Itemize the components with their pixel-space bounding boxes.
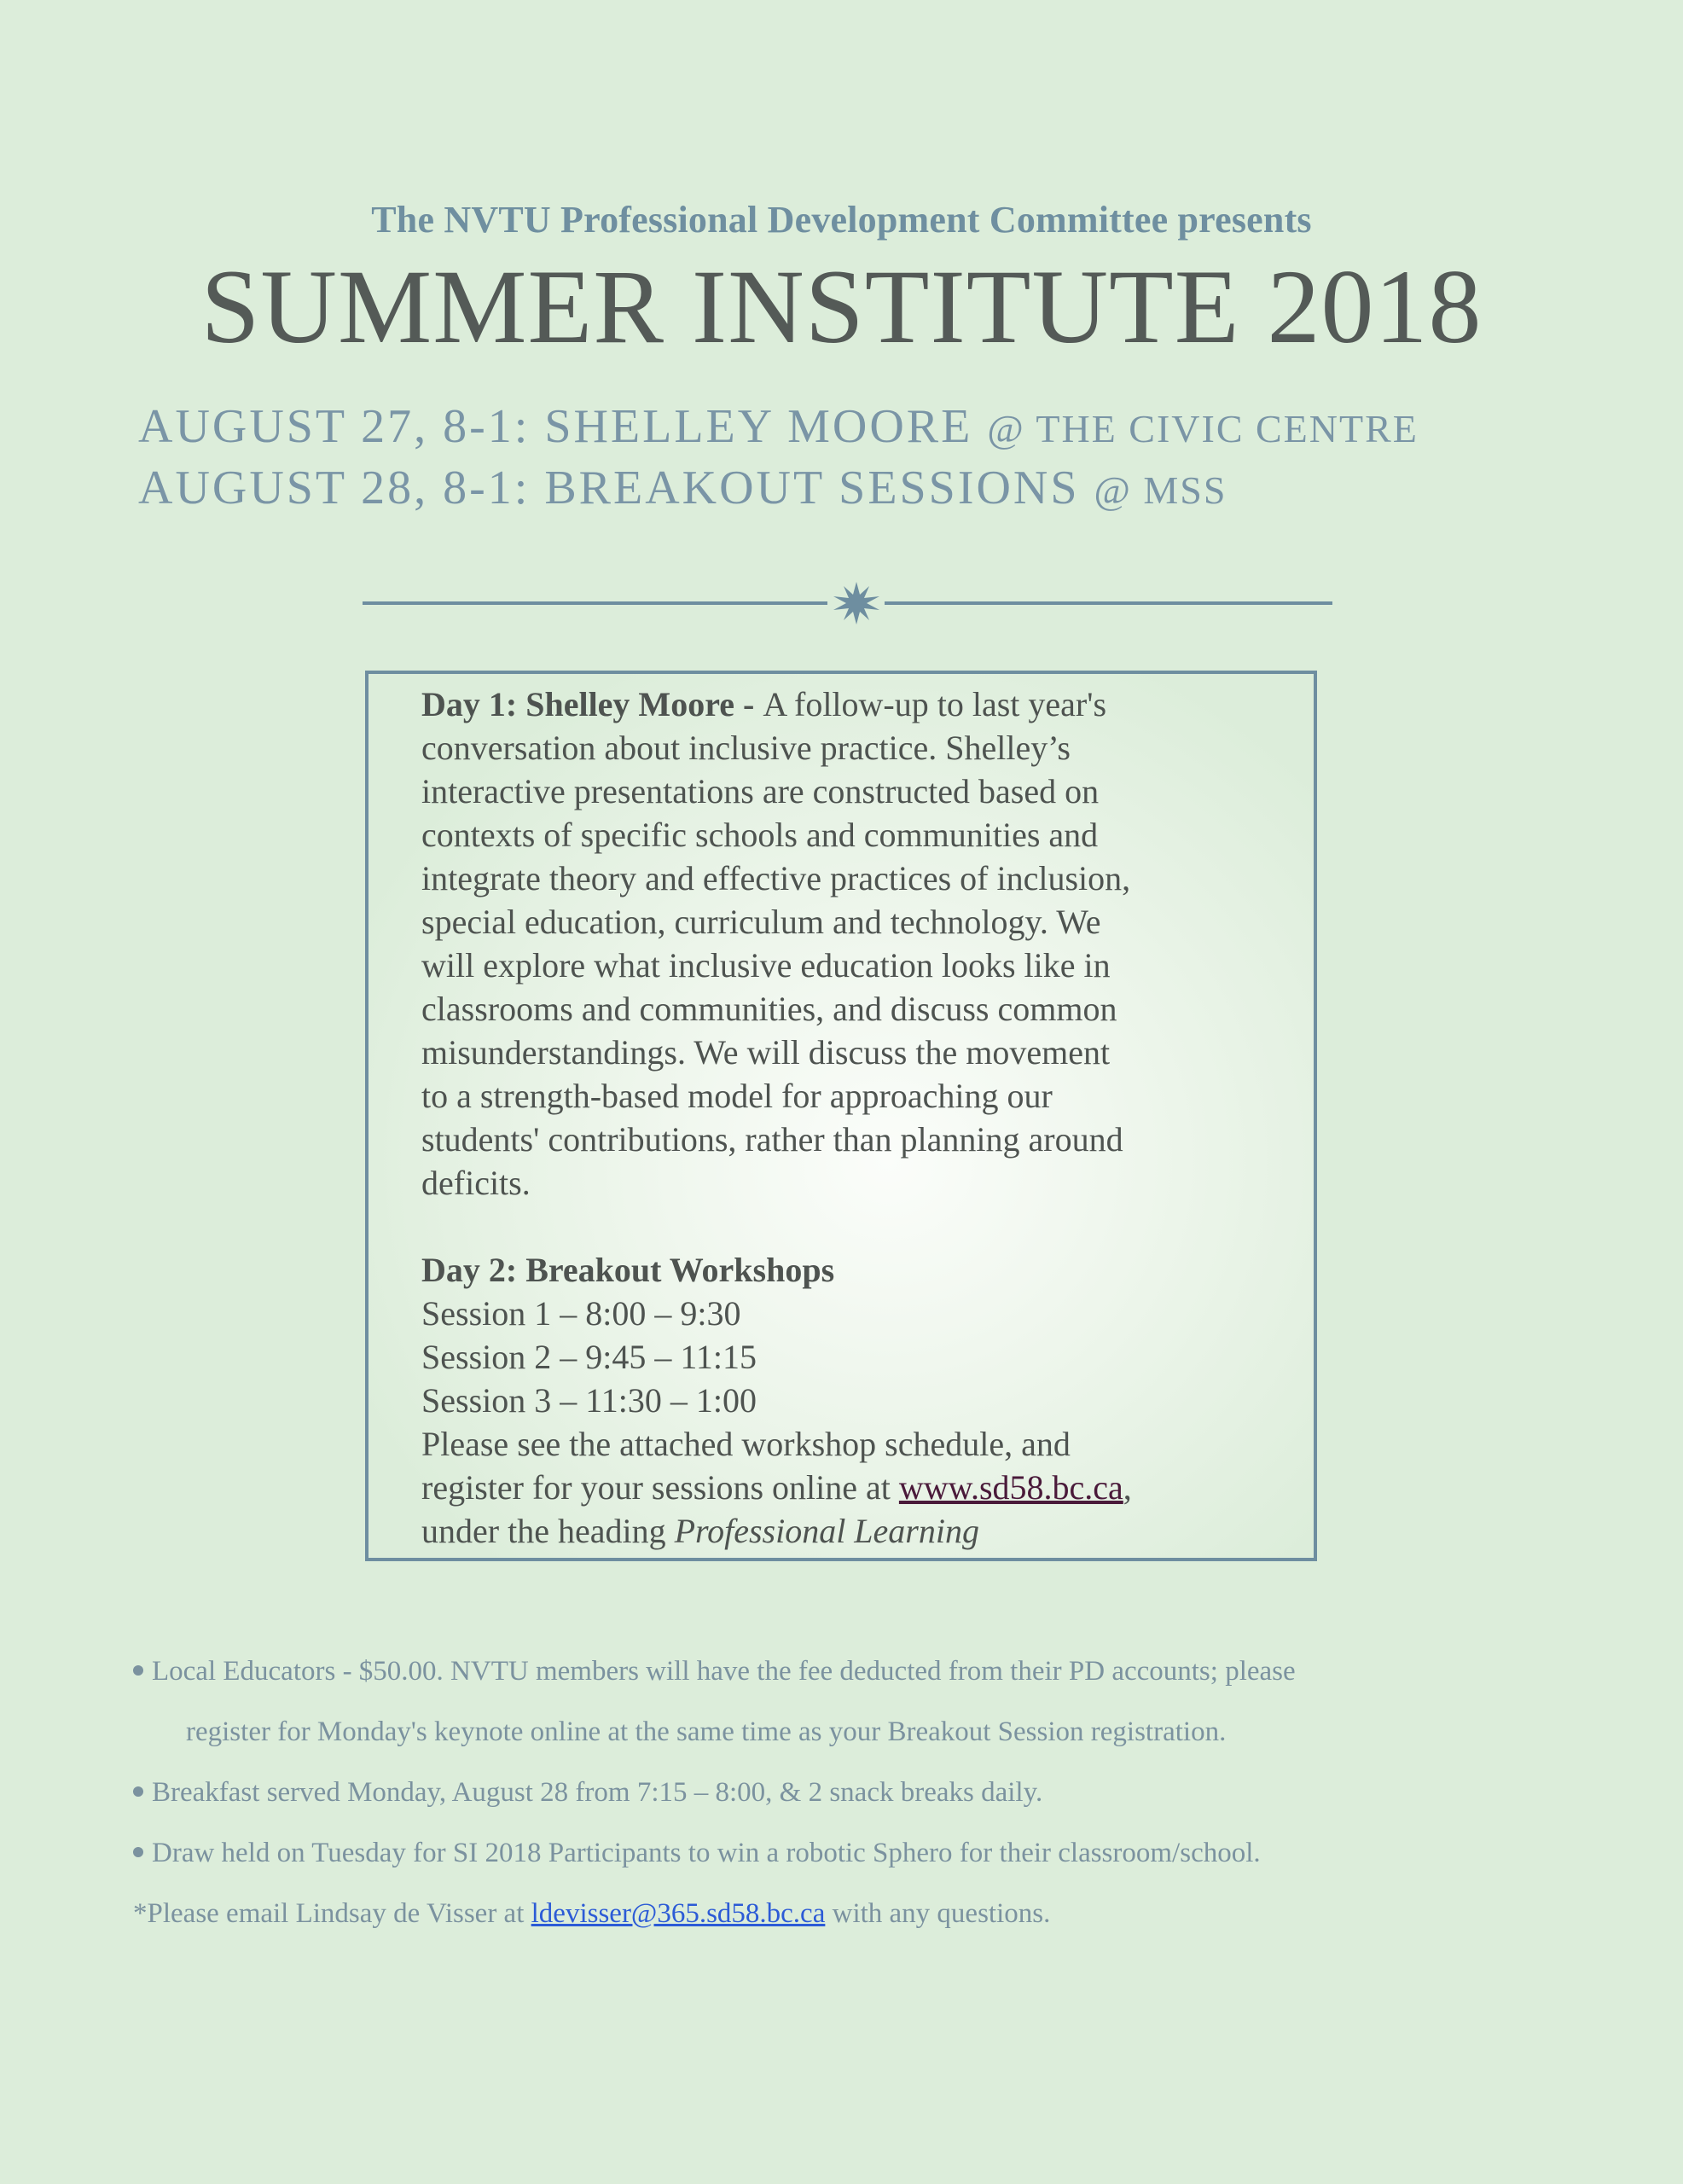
contact-suffix: with any questions. bbox=[825, 1898, 1051, 1929]
contact-prefix: *Please email Lindsay de Visser at bbox=[133, 1898, 531, 1929]
list-item-fee-continued bbox=[133, 1702, 1600, 1763]
register-suffix: , bbox=[1123, 1468, 1132, 1507]
bullet-dot-icon bbox=[133, 1786, 143, 1797]
divider-line-left bbox=[363, 601, 827, 605]
day1-line: deficits. bbox=[421, 1164, 531, 1202]
day1-line: students' contributions, rather than planning around bbox=[421, 1120, 1123, 1159]
day1-paragraph-first-line bbox=[421, 682, 1291, 726]
list-item-breakfast bbox=[133, 1763, 1600, 1823]
day1-line: interactive presentations are constructed based on bbox=[421, 772, 1100, 810]
day1-line: contexts of specific schools and communities and bbox=[421, 816, 1099, 854]
day1-separator: - bbox=[734, 685, 763, 723]
notes-list bbox=[133, 1641, 1600, 1944]
day1-line: A follow-up to last year's bbox=[763, 685, 1107, 723]
bullet-dot-icon bbox=[133, 1665, 143, 1676]
program-details-box bbox=[365, 671, 1317, 1561]
ornament-divider bbox=[358, 582, 1322, 624]
fee-line-1: Local Educators - $50.00. NVTU members will have the fee deducted from their PD accounts; please bbox=[152, 1656, 1296, 1687]
heading-prefix: under the heading bbox=[421, 1512, 675, 1550]
date-line-day2 bbox=[138, 461, 1227, 515]
register-link[interactable]: www.sd58.bc.ca bbox=[898, 1468, 1123, 1507]
fee-line-2: register for Monday's keynote online at the same time as your Breakout Session registration. bbox=[186, 1716, 1227, 1747]
bullet-dot-icon bbox=[133, 1847, 143, 1857]
schedule-line: Please see the attached workshop schedule, and bbox=[421, 1425, 1071, 1463]
register-prefix: register for your sessions online at bbox=[421, 1468, 899, 1507]
draw-text: Draw held on Tuesday for SI 2018 Participants to win a robotic Sphero for their classroom/school. bbox=[152, 1838, 1261, 1868]
date-day1-main: AUGUST 27, 8-1: SHELLEY MOORE bbox=[138, 400, 973, 453]
day1-line: to a strength-based model for approaching our bbox=[421, 1077, 1053, 1115]
date-line-day1 bbox=[138, 399, 1419, 454]
day1-line: will explore what inclusive education looks like in bbox=[421, 946, 1111, 985]
day1-line: special education, curriculum and technology. We bbox=[421, 903, 1101, 941]
breakfast-text: Breakfast served Monday, August 28 from 7:15 – 8:00, & 2 snack breaks daily. bbox=[152, 1777, 1043, 1808]
date-day2-venue: @ MSS bbox=[1094, 468, 1227, 512]
presenter-line: The NVTU Professional Development Committee presents bbox=[371, 199, 1312, 241]
program-details-text bbox=[421, 682, 1291, 1553]
day1-line: integrate theory and effective practices of inclusion, bbox=[421, 859, 1131, 897]
list-item-draw bbox=[133, 1823, 1600, 1884]
paragraph-gap bbox=[421, 1205, 1291, 1248]
session-item: Session 1 – 8:00 – 9:30 bbox=[421, 1294, 741, 1333]
session-item: Session 2 – 9:45 – 11:15 bbox=[421, 1338, 757, 1376]
date-day2-main: AUGUST 28, 8-1: BREAKOUT SESSIONS bbox=[138, 462, 1080, 514]
date-day1-venue: @ THE CIVIC CENTRE bbox=[987, 407, 1419, 450]
divider-line-right bbox=[885, 601, 1332, 605]
session-item: Session 3 – 11:30 – 1:00 bbox=[421, 1381, 757, 1420]
day1-line: conversation about inclusive practice. Shelley’s bbox=[421, 729, 1071, 767]
day2-heading: Day 2: Breakout Workshops bbox=[421, 1251, 835, 1289]
day1-heading: Day 1: Shelley Moore bbox=[421, 685, 734, 723]
register-line bbox=[421, 1466, 1291, 1509]
list-item-fee bbox=[133, 1641, 1600, 1702]
page-title: SUMMER INSTITUTE 2018 bbox=[200, 248, 1483, 365]
heading-line bbox=[421, 1509, 1291, 1553]
starburst-ornament-icon bbox=[832, 582, 881, 624]
contact-email-link[interactable]: ldevisser@365.sd58.bc.ca bbox=[531, 1898, 826, 1929]
day1-line: misunderstandings. We will discuss the movement bbox=[421, 1033, 1111, 1072]
professional-learning-heading: Professional Learning bbox=[674, 1512, 979, 1550]
contact-line bbox=[133, 1884, 1600, 1944]
day1-line: classrooms and communities, and discuss common bbox=[421, 990, 1117, 1028]
